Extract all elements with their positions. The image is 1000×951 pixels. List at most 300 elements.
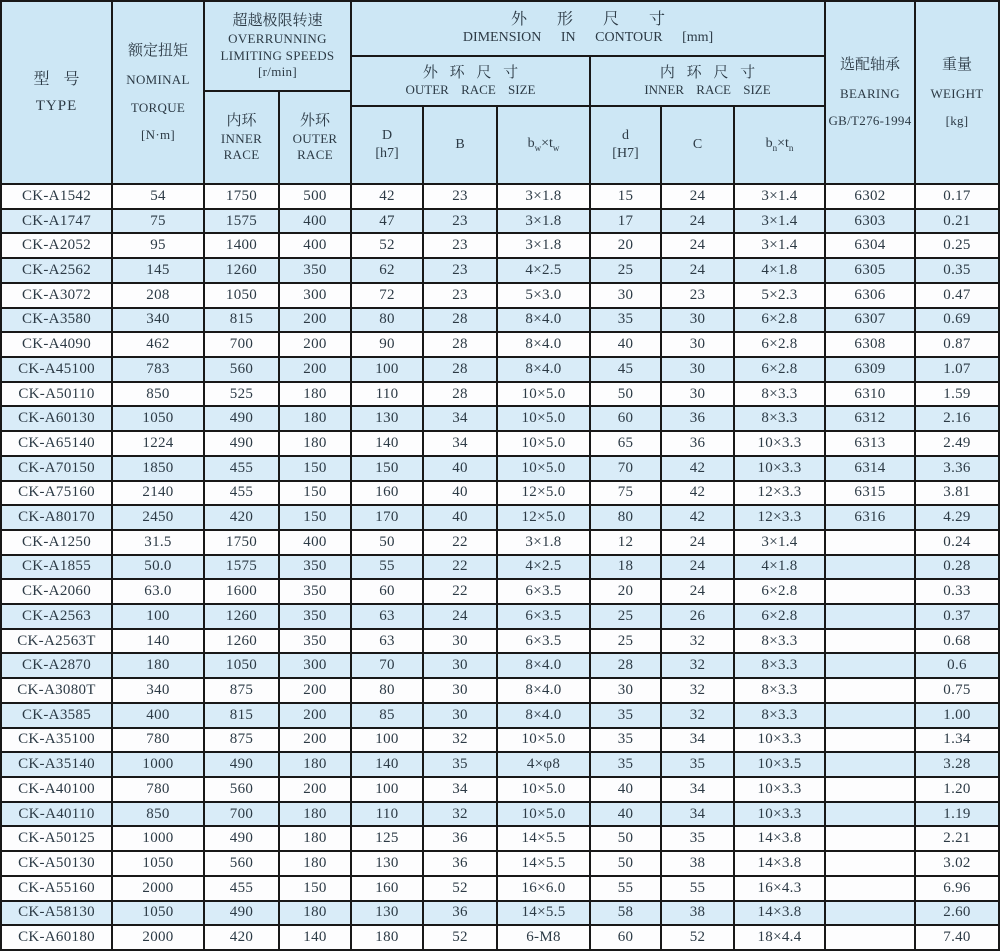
header-outer-size-zh: 外 环 尺 寸	[422, 64, 519, 81]
header-col-D	[352, 107, 422, 183]
tn-sub: n	[788, 143, 794, 154]
row-15-cell-type: CK-A1250	[2, 531, 111, 554]
row-28-cell-bn_tn: 14×3.8	[735, 852, 824, 875]
row-22-cell-bearing	[826, 704, 914, 727]
row-11-cell-d: 65	[591, 432, 660, 455]
row-12-cell-type: CK-A70150	[2, 457, 111, 480]
row-24-cell-outer_speed: 180	[280, 753, 350, 776]
header-dimension-zh: 外 形 尺 寸	[510, 10, 665, 28]
header-col-D-tolerance: [h7]	[375, 146, 399, 161]
row-31-cell-type: CK-A60180	[2, 926, 111, 949]
row-3-cell-C: 24	[662, 234, 733, 257]
row-10-cell-B: 34	[424, 407, 496, 430]
header-bearing-en: BEARING	[840, 86, 900, 101]
row-24-cell-bw_tw: 4×φ8	[498, 753, 589, 776]
row-6-cell-bn_tn: 6×2.8	[735, 309, 824, 332]
row-23-cell-type: CK-A35100	[2, 729, 111, 752]
bw-sub: w	[534, 143, 542, 154]
row-3-cell-type: CK-A2052	[2, 234, 111, 257]
header-inner-race-speed	[205, 92, 278, 183]
row-9-cell-B: 28	[424, 383, 496, 406]
header-weight-unit: [kg]	[945, 113, 969, 129]
header-speeds-unit: [r/min]	[258, 63, 297, 79]
row-6-cell-torque: 340	[113, 309, 203, 332]
row-16-cell-bearing	[826, 556, 914, 579]
row-28-cell-d: 50	[591, 852, 660, 875]
row-3-cell-B: 23	[424, 234, 496, 257]
row-20-cell-type: CK-A2870	[2, 654, 111, 677]
row-10-cell-bn_tn: 8×3.3	[735, 407, 824, 430]
row-1-cell-torque: 54	[113, 185, 203, 208]
row-26-cell-B: 32	[424, 803, 496, 826]
tw-sub: w	[552, 143, 560, 154]
header-torque-en1: NOMINAL	[126, 72, 190, 88]
row-17-cell-type: CK-A2060	[2, 580, 111, 603]
row-27-cell-weight: 2.21	[916, 827, 998, 850]
row-8-cell-inner_speed: 560	[205, 358, 278, 381]
row-18-cell-outer_speed: 350	[280, 605, 350, 628]
row-17-cell-outer_speed: 350	[280, 580, 350, 603]
row-26-cell-D: 110	[352, 803, 422, 826]
row-27-cell-outer_speed: 180	[280, 827, 350, 850]
row-7-cell-weight: 0.87	[916, 333, 998, 356]
row-28-cell-outer_speed: 180	[280, 852, 350, 875]
row-19-cell-type: CK-A2563T	[2, 630, 111, 653]
row-21-cell-bearing	[826, 679, 914, 702]
row-9-cell-type: CK-A50110	[2, 383, 111, 406]
row-22-cell-type: CK-A3585	[2, 704, 111, 727]
row-8-cell-torque: 783	[113, 358, 203, 381]
row-11-cell-C: 36	[662, 432, 733, 455]
row-9-cell-weight: 1.59	[916, 383, 998, 406]
row-5-cell-inner_speed: 1050	[205, 284, 278, 307]
row-26-cell-outer_speed: 180	[280, 803, 350, 826]
row-24-cell-type: CK-A35140	[2, 753, 111, 776]
row-28-cell-bearing	[826, 852, 914, 875]
row-16-cell-inner_speed: 1575	[205, 556, 278, 579]
row-16-cell-D: 55	[352, 556, 422, 579]
row-20-cell-bearing	[826, 654, 914, 677]
row-6-cell-bearing: 6307	[826, 309, 914, 332]
header-col-d-symbol: d	[622, 127, 629, 143]
row-1-cell-inner_speed: 1750	[205, 185, 278, 208]
row-26-cell-type: CK-A40110	[2, 803, 111, 826]
row-29-cell-d: 55	[591, 877, 660, 900]
row-25-cell-d: 40	[591, 778, 660, 801]
row-7-cell-bn_tn: 6×2.8	[735, 333, 824, 356]
tw-base: t	[549, 136, 553, 152]
header-torque-en2: TORQUE	[130, 99, 186, 115]
row-9-cell-C: 30	[662, 383, 733, 406]
row-2-cell-bearing: 6303	[826, 210, 914, 233]
row-3-cell-weight: 0.25	[916, 234, 998, 257]
row-31-cell-bw_tw: 6-M8	[498, 926, 589, 949]
row-21-cell-C: 32	[662, 679, 733, 702]
row-11-cell-inner_speed: 490	[205, 432, 278, 455]
row-26-cell-weight: 1.19	[916, 803, 998, 826]
row-17-cell-C: 24	[662, 580, 733, 603]
row-23-cell-inner_speed: 875	[205, 729, 278, 752]
bn-base: b	[765, 136, 773, 152]
row-10-cell-bearing: 6312	[826, 407, 914, 430]
row-27-cell-bw_tw: 14×5.5	[498, 827, 589, 850]
row-18-cell-bw_tw: 6×3.5	[498, 605, 589, 628]
row-30-cell-B: 36	[424, 902, 496, 925]
row-5-cell-outer_speed: 300	[280, 284, 350, 307]
header-col-D-symbol: D	[381, 127, 393, 143]
row-16-cell-C: 24	[662, 556, 733, 579]
header-speeds-en2: LIMITING SPEEDS	[220, 47, 335, 63]
row-6-cell-d: 35	[591, 309, 660, 332]
header-dimension-en: DIMENSION IN CONTOUR [mm]	[462, 30, 714, 45]
row-1-cell-B: 23	[424, 185, 496, 208]
row-25-cell-torque: 780	[113, 778, 203, 801]
row-13-cell-D: 160	[352, 482, 422, 505]
row-19-cell-bw_tw: 6×3.5	[498, 630, 589, 653]
row-14-cell-B: 40	[424, 506, 496, 529]
header-inner-race-en1: INNER	[220, 131, 263, 146]
row-2-cell-type: CK-A1747	[2, 210, 111, 233]
row-1-cell-bw_tw: 3×1.8	[498, 185, 589, 208]
row-17-cell-torque: 63.0	[113, 580, 203, 603]
row-31-cell-d: 60	[591, 926, 660, 949]
row-2-cell-D: 47	[352, 210, 422, 233]
row-14-cell-C: 42	[662, 506, 733, 529]
row-29-cell-weight: 6.96	[916, 877, 998, 900]
row-29-cell-outer_speed: 150	[280, 877, 350, 900]
row-14-cell-bearing: 6316	[826, 506, 914, 529]
row-28-cell-torque: 1050	[113, 852, 203, 875]
row-26-cell-d: 40	[591, 803, 660, 826]
row-14-cell-inner_speed: 420	[205, 506, 278, 529]
row-15-cell-torque: 31.5	[113, 531, 203, 554]
row-17-cell-inner_speed: 1600	[205, 580, 278, 603]
row-11-cell-bearing: 6313	[826, 432, 914, 455]
row-24-cell-torque: 1000	[113, 753, 203, 776]
row-13-cell-torque: 2140	[113, 482, 203, 505]
row-27-cell-B: 36	[424, 827, 496, 850]
row-29-cell-B: 52	[424, 877, 496, 900]
row-28-cell-type: CK-A50130	[2, 852, 111, 875]
row-13-cell-bw_tw: 12×5.0	[498, 482, 589, 505]
row-8-cell-bn_tn: 6×2.8	[735, 358, 824, 381]
row-28-cell-bw_tw: 14×5.5	[498, 852, 589, 875]
header-col-bw-tw	[498, 107, 589, 183]
row-26-cell-C: 34	[662, 803, 733, 826]
row-24-cell-weight: 3.28	[916, 753, 998, 776]
row-2-cell-bw_tw: 3×1.8	[498, 210, 589, 233]
row-28-cell-inner_speed: 560	[205, 852, 278, 875]
row-15-cell-weight: 0.24	[916, 531, 998, 554]
row-17-cell-d: 20	[591, 580, 660, 603]
row-29-cell-bw_tw: 16×6.0	[498, 877, 589, 900]
row-26-cell-bearing	[826, 803, 914, 826]
row-2-cell-outer_speed: 400	[280, 210, 350, 233]
row-15-cell-outer_speed: 400	[280, 531, 350, 554]
row-11-cell-bw_tw: 10×5.0	[498, 432, 589, 455]
row-18-cell-B: 24	[424, 605, 496, 628]
row-18-cell-C: 26	[662, 605, 733, 628]
row-26-cell-bw_tw: 10×5.0	[498, 803, 589, 826]
row-2-cell-d: 17	[591, 210, 660, 233]
row-15-cell-bearing	[826, 531, 914, 554]
row-31-cell-bn_tn: 18×4.4	[735, 926, 824, 949]
row-5-cell-bearing: 6306	[826, 284, 914, 307]
row-23-cell-B: 32	[424, 729, 496, 752]
row-26-cell-bn_tn: 10×3.3	[735, 803, 824, 826]
row-25-cell-weight: 1.20	[916, 778, 998, 801]
row-12-cell-outer_speed: 150	[280, 457, 350, 480]
row-10-cell-D: 130	[352, 407, 422, 430]
row-24-cell-C: 35	[662, 753, 733, 776]
row-6-cell-C: 30	[662, 309, 733, 332]
header-bearing-zh: 选配轴承	[839, 56, 900, 73]
row-5-cell-bw_tw: 5×3.0	[498, 284, 589, 307]
row-15-cell-bn_tn: 3×1.4	[735, 531, 824, 554]
row-11-cell-type: CK-A65140	[2, 432, 111, 455]
header-col-bn-tn	[735, 107, 824, 183]
row-30-cell-C: 38	[662, 902, 733, 925]
row-17-cell-weight: 0.33	[916, 580, 998, 603]
row-3-cell-bn_tn: 3×1.4	[735, 234, 824, 257]
row-19-cell-B: 30	[424, 630, 496, 653]
row-22-cell-weight: 1.00	[916, 704, 998, 727]
row-2-cell-B: 23	[424, 210, 496, 233]
row-4-cell-bearing: 6305	[826, 259, 914, 282]
row-20-cell-weight: 0.6	[916, 654, 998, 677]
row-5-cell-d: 30	[591, 284, 660, 307]
row-30-cell-inner_speed: 490	[205, 902, 278, 925]
row-7-cell-d: 40	[591, 333, 660, 356]
row-22-cell-inner_speed: 815	[205, 704, 278, 727]
row-20-cell-D: 70	[352, 654, 422, 677]
row-4-cell-B: 23	[424, 259, 496, 282]
header-weight-zh: 重量	[941, 56, 972, 73]
header-speeds-en1: OVERRUNNING	[228, 31, 327, 47]
row-6-cell-bw_tw: 8×4.0	[498, 309, 589, 332]
row-14-cell-D: 170	[352, 506, 422, 529]
row-8-cell-bw_tw: 8×4.0	[498, 358, 589, 381]
row-10-cell-bw_tw: 10×5.0	[498, 407, 589, 430]
row-5-cell-D: 72	[352, 284, 422, 307]
header-speeds-zh: 超越极限转速	[232, 12, 323, 29]
header-type	[2, 2, 111, 183]
row-3-cell-bearing: 6304	[826, 234, 914, 257]
row-31-cell-C: 52	[662, 926, 733, 949]
row-10-cell-weight: 2.16	[916, 407, 998, 430]
row-17-cell-bearing	[826, 580, 914, 603]
row-13-cell-weight: 3.81	[916, 482, 998, 505]
row-29-cell-bn_tn: 16×4.3	[735, 877, 824, 900]
row-23-cell-weight: 1.34	[916, 729, 998, 752]
row-7-cell-B: 28	[424, 333, 496, 356]
row-29-cell-bearing	[826, 877, 914, 900]
row-13-cell-B: 40	[424, 482, 496, 505]
row-8-cell-C: 30	[662, 358, 733, 381]
bw-times: ×	[541, 136, 549, 152]
row-8-cell-type: CK-A45100	[2, 358, 111, 381]
row-10-cell-torque: 1050	[113, 407, 203, 430]
header-bearing-std: GB/T276-1994	[828, 113, 912, 129]
row-19-cell-C: 32	[662, 630, 733, 653]
row-3-cell-inner_speed: 1400	[205, 234, 278, 257]
row-10-cell-type: CK-A60130	[2, 407, 111, 430]
row-1-cell-D: 42	[352, 185, 422, 208]
header-torque	[113, 2, 203, 183]
row-2-cell-torque: 75	[113, 210, 203, 233]
row-3-cell-D: 52	[352, 234, 422, 257]
row-5-cell-bn_tn: 5×2.3	[735, 284, 824, 307]
row-22-cell-C: 32	[662, 704, 733, 727]
row-25-cell-inner_speed: 560	[205, 778, 278, 801]
row-23-cell-C: 34	[662, 729, 733, 752]
row-14-cell-d: 80	[591, 506, 660, 529]
row-9-cell-inner_speed: 525	[205, 383, 278, 406]
row-30-cell-bn_tn: 14×3.8	[735, 902, 824, 925]
tn-base: t	[785, 136, 789, 152]
row-15-cell-C: 24	[662, 531, 733, 554]
row-12-cell-d: 70	[591, 457, 660, 480]
row-19-cell-d: 25	[591, 630, 660, 653]
row-30-cell-outer_speed: 180	[280, 902, 350, 925]
row-24-cell-d: 35	[591, 753, 660, 776]
row-13-cell-inner_speed: 455	[205, 482, 278, 505]
row-26-cell-torque: 850	[113, 803, 203, 826]
row-12-cell-torque: 1850	[113, 457, 203, 480]
row-30-cell-d: 58	[591, 902, 660, 925]
row-29-cell-inner_speed: 455	[205, 877, 278, 900]
row-6-cell-type: CK-A3580	[2, 309, 111, 332]
row-8-cell-bearing: 6309	[826, 358, 914, 381]
row-1-cell-d: 15	[591, 185, 660, 208]
row-1-cell-C: 24	[662, 185, 733, 208]
row-8-cell-outer_speed: 200	[280, 358, 350, 381]
row-28-cell-C: 38	[662, 852, 733, 875]
row-2-cell-inner_speed: 1575	[205, 210, 278, 233]
row-12-cell-bn_tn: 10×3.3	[735, 457, 824, 480]
row-4-cell-C: 24	[662, 259, 733, 282]
row-1-cell-bn_tn: 3×1.4	[735, 185, 824, 208]
row-7-cell-inner_speed: 700	[205, 333, 278, 356]
row-4-cell-bw_tw: 4×2.5	[498, 259, 589, 282]
row-7-cell-bearing: 6308	[826, 333, 914, 356]
row-24-cell-inner_speed: 490	[205, 753, 278, 776]
row-17-cell-B: 22	[424, 580, 496, 603]
row-17-cell-D: 60	[352, 580, 422, 603]
row-22-cell-d: 35	[591, 704, 660, 727]
header-col-C-symbol: C	[692, 136, 703, 152]
row-28-cell-B: 36	[424, 852, 496, 875]
row-4-cell-d: 25	[591, 259, 660, 282]
header-torque-zh: 额定扭矩	[127, 42, 188, 59]
row-8-cell-B: 28	[424, 358, 496, 381]
row-27-cell-D: 125	[352, 827, 422, 850]
row-15-cell-bw_tw: 3×1.8	[498, 531, 589, 554]
row-20-cell-B: 30	[424, 654, 496, 677]
row-5-cell-B: 23	[424, 284, 496, 307]
row-25-cell-bearing	[826, 778, 914, 801]
row-14-cell-torque: 2450	[113, 506, 203, 529]
row-8-cell-D: 100	[352, 358, 422, 381]
row-22-cell-outer_speed: 200	[280, 704, 350, 727]
row-12-cell-C: 42	[662, 457, 733, 480]
row-13-cell-bn_tn: 12×3.3	[735, 482, 824, 505]
row-28-cell-weight: 3.02	[916, 852, 998, 875]
row-30-cell-weight: 2.60	[916, 902, 998, 925]
row-7-cell-torque: 462	[113, 333, 203, 356]
row-27-cell-type: CK-A50125	[2, 827, 111, 850]
row-21-cell-d: 30	[591, 679, 660, 702]
row-5-cell-type: CK-A3072	[2, 284, 111, 307]
row-9-cell-d: 50	[591, 383, 660, 406]
row-16-cell-torque: 50.0	[113, 556, 203, 579]
row-25-cell-bw_tw: 10×5.0	[498, 778, 589, 801]
bw-base: b	[527, 136, 535, 152]
row-6-cell-inner_speed: 815	[205, 309, 278, 332]
row-24-cell-D: 140	[352, 753, 422, 776]
row-19-cell-bearing	[826, 630, 914, 653]
row-14-cell-weight: 4.29	[916, 506, 998, 529]
row-20-cell-outer_speed: 300	[280, 654, 350, 677]
header-type-en: TYPE	[35, 98, 78, 114]
row-9-cell-D: 110	[352, 383, 422, 406]
header-speeds-group	[205, 2, 350, 90]
row-3-cell-torque: 95	[113, 234, 203, 257]
row-18-cell-inner_speed: 1260	[205, 605, 278, 628]
row-15-cell-B: 22	[424, 531, 496, 554]
row-30-cell-D: 130	[352, 902, 422, 925]
row-19-cell-bn_tn: 8×3.3	[735, 630, 824, 653]
row-4-cell-torque: 145	[113, 259, 203, 282]
row-17-cell-bn_tn: 6×2.8	[735, 580, 824, 603]
header-outer-race-speed	[280, 92, 350, 183]
row-9-cell-bearing: 6310	[826, 383, 914, 406]
row-16-cell-B: 22	[424, 556, 496, 579]
row-30-cell-bw_tw: 14×5.5	[498, 902, 589, 925]
row-5-cell-C: 23	[662, 284, 733, 307]
row-27-cell-C: 35	[662, 827, 733, 850]
header-dimension-group	[352, 2, 824, 55]
row-25-cell-B: 34	[424, 778, 496, 801]
row-14-cell-type: CK-A80170	[2, 506, 111, 529]
row-1-cell-bearing: 6302	[826, 185, 914, 208]
row-25-cell-bn_tn: 10×3.3	[735, 778, 824, 801]
row-2-cell-C: 24	[662, 210, 733, 233]
header-col-d	[591, 107, 660, 183]
row-18-cell-torque: 100	[113, 605, 203, 628]
row-16-cell-bn_tn: 4×1.8	[735, 556, 824, 579]
row-14-cell-outer_speed: 150	[280, 506, 350, 529]
row-23-cell-bearing	[826, 729, 914, 752]
row-12-cell-D: 150	[352, 457, 422, 480]
row-19-cell-D: 63	[352, 630, 422, 653]
row-4-cell-D: 62	[352, 259, 422, 282]
row-25-cell-outer_speed: 200	[280, 778, 350, 801]
row-31-cell-weight: 7.40	[916, 926, 998, 949]
row-11-cell-D: 140	[352, 432, 422, 455]
row-2-cell-bn_tn: 3×1.4	[735, 210, 824, 233]
row-11-cell-torque: 1224	[113, 432, 203, 455]
row-21-cell-type: CK-A3080T	[2, 679, 111, 702]
row-18-cell-bn_tn: 6×2.8	[735, 605, 824, 628]
row-1-cell-weight: 0.17	[916, 185, 998, 208]
row-3-cell-d: 20	[591, 234, 660, 257]
row-22-cell-D: 85	[352, 704, 422, 727]
row-10-cell-inner_speed: 490	[205, 407, 278, 430]
row-13-cell-d: 75	[591, 482, 660, 505]
row-18-cell-bearing	[826, 605, 914, 628]
row-25-cell-C: 34	[662, 778, 733, 801]
